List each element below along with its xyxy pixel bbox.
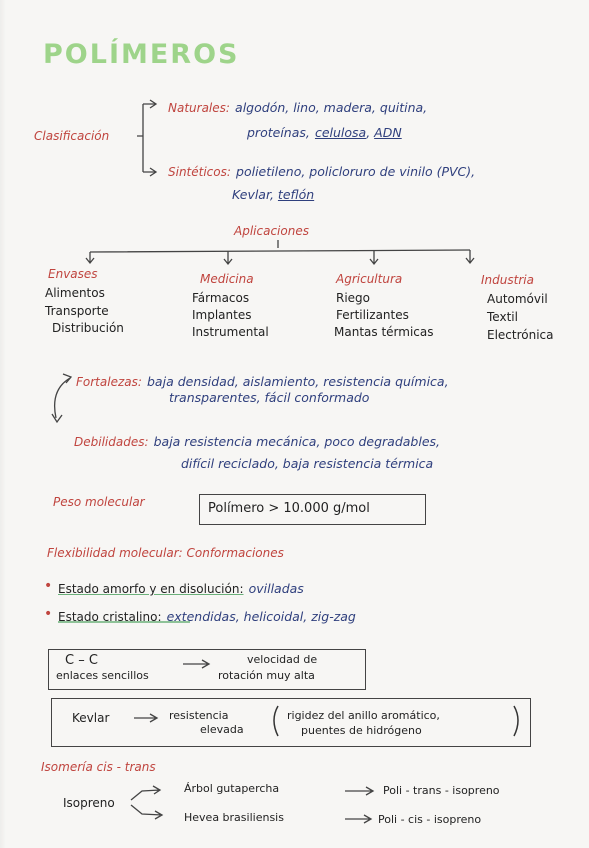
col-agricultura-item: Fertilizantes [336,308,409,322]
naturales-adn: ADN [374,125,402,140]
gutapercha-label: Árbol gutapercha [184,782,280,795]
aplicaciones-label: Aplicaciones [234,224,309,238]
col-industria-item: Automóvil [487,292,548,306]
kevlar-resistencia: resistencia [169,709,229,722]
amorfo-label: Estado amorfo y en disolución: [58,582,244,596]
cc-subtitle: enlaces sencillos [56,669,149,682]
cristalino-row [58,608,356,624]
sinteticos-row [168,163,475,179]
naturales-row-2 [247,124,402,140]
col-agricultura-header: Agricultura [336,272,403,286]
fortalezas-label: Fortalezas: [76,375,142,389]
kevlar-box [51,698,531,747]
amorfo-value: ovilladas [248,581,304,596]
isopreno-label: Isopreno [63,796,115,810]
naturales-proteinas: proteínas, [247,125,310,140]
cc-title: C – C [65,653,98,668]
kevlar-label: Kevlar [72,711,110,725]
debilidades-line2: difícil reciclado, baja resistencia térmica [181,456,434,471]
sinteticos-row-2 [232,186,314,202]
kevlar-puentes: puentes de hidrógeno [301,724,422,737]
col-medicina-item: Instrumental [192,325,269,339]
cristalino-label: Estado cristalino: [58,610,162,624]
bullet-icon: • [44,606,53,622]
isomeria-label: Isomería cis - trans [41,760,156,774]
hevea-label: Hevea brasiliensis [184,811,284,824]
debilidades-label: Debilidades: [74,435,149,449]
bullet-icon: • [44,578,53,594]
poli-trans-label: Poli - trans - isopreno [383,784,500,797]
naturales-row [168,99,427,115]
col-medicina-item: Fármacos [192,291,250,305]
fortalezas-line1: baja densidad, aislamiento, resistencia química, [147,374,449,389]
naturales-celulosa: celulosa [314,125,367,140]
poli-cis-label: Poli - cis - isopreno [378,813,482,826]
col-industria-item: Electrónica [487,328,554,342]
sinteticos-kevlar: Kevlar, [232,187,278,202]
peso-molecular-label: Peso molecular [53,495,145,509]
debilidades-row [74,433,440,449]
flexibilidad-label: Flexibilidad molecular: Conformaciones [47,546,284,560]
col-envases-item: Alimentos [45,286,105,300]
amorfo-row [58,580,304,596]
col-envases-header: Envases [48,267,98,281]
col-agricultura-item: Mantas térmicas [334,325,434,339]
cristalino-value: extendidas, helicoidal, zig-zag [166,609,356,624]
sinteticos-teflon: teflón [277,187,315,202]
sinteticos-label: Sintéticos: [168,165,231,179]
naturales-values: algodón, lino, madera, quitina, [235,100,428,115]
cc-result-1: velocidad de [247,653,318,666]
peso-molecular-value: Polímero > 10.000 g/mol [208,501,370,516]
col-industria-header: Industria [481,273,534,287]
kevlar-elevada: elevada [200,723,244,736]
naturales-sep: , [366,125,375,140]
col-medicina-header: Medicina [200,272,254,286]
col-agricultura-item: Riego [336,291,371,305]
fortalezas-line2: transparentes, fácil conformado [169,390,370,405]
clasificacion-label: Clasificación [34,129,110,143]
sinteticos-values: polietileno, policloruro de vinilo (PVC), [236,164,476,179]
cc-result-2: rotación muy alta [218,669,315,682]
page-title: POLÍMEROS [43,39,240,70]
col-industria-item: Textil [487,310,518,324]
col-envases-item: Transporte [45,304,109,318]
kevlar-rigidez: rigidez del anillo aromático, [287,709,440,722]
col-envases-item: Distribución [52,321,124,335]
naturales-label: Naturales: [168,101,230,115]
fortalezas-row [76,373,449,389]
debilidades-line1: baja resistencia mecánica, poco degradables, [153,434,441,449]
col-medicina-item: Implantes [192,308,252,322]
